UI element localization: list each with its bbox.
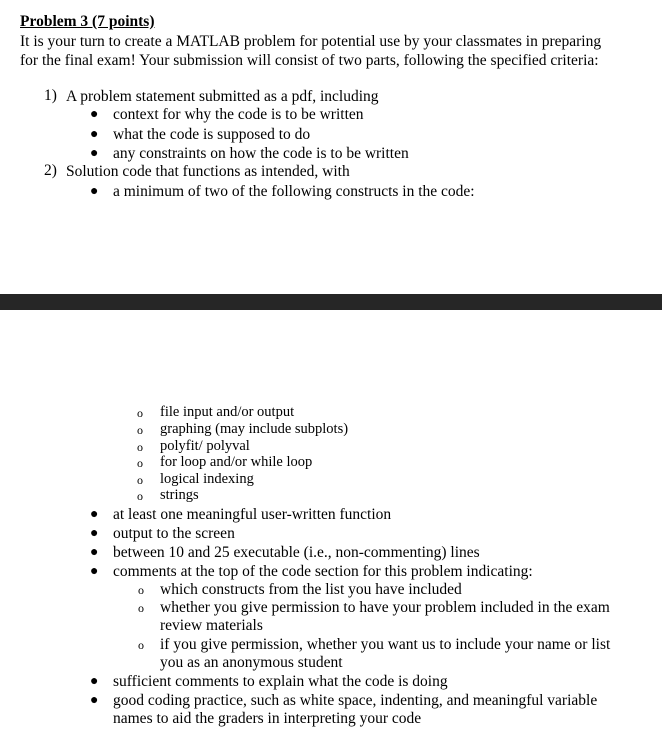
- comment-item: which constructs from the list you have included: [160, 581, 462, 598]
- part2-bullet: comments at the top of the code section for this problem indicating:: [113, 563, 533, 580]
- comment-item-continued: review materials: [160, 617, 263, 634]
- part2-bullet: between 10 and 25 executable (i.e., non-commenting) lines: [113, 544, 480, 561]
- intro-line-1: It is your turn to create a MATLAB problem for potential use by your classmates in preparing: [20, 33, 602, 50]
- circle-bullet-icon: o: [137, 489, 143, 503]
- part1-text: A problem statement submitted as a pdf, including: [66, 88, 379, 105]
- construct-item: polyfit/ polyval: [160, 438, 250, 454]
- bullet-icon: ●: [90, 526, 99, 541]
- construct-item: graphing (may include subplots): [160, 421, 349, 437]
- construct-item: strings: [160, 487, 199, 503]
- circle-bullet-icon: o: [137, 406, 143, 420]
- part2-bullet: at least one meaningful user-written function: [113, 506, 392, 523]
- part1-number: 1): [44, 87, 57, 104]
- comment-item: if you give permission, whether you want us to include your name or list: [160, 636, 611, 653]
- bullet-icon: ●: [90, 146, 99, 161]
- part2-first-bullet: a minimum of two of the following constructs in the code:: [113, 183, 475, 200]
- part1-bullet-3: any constraints on how the code is to be written: [113, 145, 409, 162]
- problem-title: Problem 3 (7 points): [20, 13, 155, 30]
- bullet-icon: ●: [90, 545, 99, 560]
- part1-bullet-2: what the code is supposed to do: [113, 126, 311, 143]
- circle-bullet-icon: o: [138, 638, 144, 652]
- bullet-icon: ●: [90, 693, 99, 708]
- final-bullet: good coding practice, such as white space, indenting, and meaningful variable: [113, 692, 598, 709]
- comment-item: whether you give permission to have your problem included in the exam: [160, 599, 610, 616]
- construct-item: for loop and/or while loop: [160, 454, 313, 470]
- part2-number: 2): [44, 162, 57, 179]
- bullet-icon: ●: [90, 127, 99, 142]
- circle-bullet-icon: o: [137, 440, 143, 454]
- intro-line-2: for the final exam! Your submission will consist of two parts, following the specified criteria:: [20, 52, 599, 69]
- final-bullet-continued: names to aid the graders in interpreting your code: [113, 710, 422, 727]
- bullet-icon: ●: [90, 107, 99, 122]
- bullet-icon: ●: [90, 184, 99, 199]
- circle-bullet-icon: o: [138, 583, 144, 597]
- final-bullet: sufficient comments to explain what the code is doing: [113, 673, 448, 690]
- circle-bullet-icon: o: [138, 601, 144, 615]
- bullet-icon: ●: [90, 674, 99, 689]
- circle-bullet-icon: o: [137, 456, 143, 470]
- circle-bullet-icon: o: [137, 423, 143, 437]
- construct-item: file input and/or output: [160, 404, 295, 420]
- construct-item: logical indexing: [160, 471, 254, 487]
- page-divider: [0, 294, 662, 310]
- part1-bullet-1: context for why the code is to be written: [113, 106, 364, 123]
- comment-item-continued: you as an anonymous student: [160, 654, 343, 671]
- part2-text: Solution code that functions as intended, with: [66, 163, 350, 180]
- part2-bullet: output to the screen: [113, 525, 235, 542]
- circle-bullet-icon: o: [137, 473, 143, 487]
- bullet-icon: ●: [90, 564, 99, 579]
- bullet-icon: ●: [90, 507, 99, 522]
